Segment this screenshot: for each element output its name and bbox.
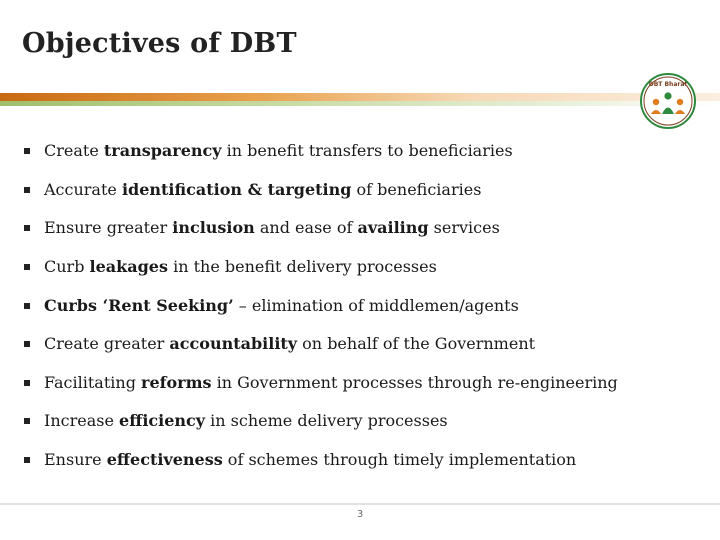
objective-item bbox=[24, 209, 618, 248]
objective-item bbox=[24, 325, 618, 364]
objective-segment: – elimination of middlemen/agents bbox=[233, 295, 519, 315]
square-bullet-icon bbox=[24, 303, 30, 309]
objective-emphasis: leakages bbox=[89, 257, 168, 277]
logo-wordmark: DBT Bharat bbox=[648, 81, 688, 88]
objective-segment: Curb bbox=[44, 257, 90, 277]
objective-text bbox=[44, 257, 437, 277]
dbt-bharat-logo bbox=[639, 72, 697, 130]
square-bullet-icon bbox=[24, 341, 30, 347]
objective-segment: Increase bbox=[44, 411, 120, 431]
objective-item bbox=[24, 441, 618, 480]
objective-segment: on behalf of the Government bbox=[297, 334, 536, 354]
objective-segment: services bbox=[428, 218, 500, 238]
objective-segment: in benefit transfers to beneficiaries bbox=[221, 141, 513, 161]
objective-segment: in Government processes through re-engineering bbox=[211, 372, 618, 392]
objective-segment: of beneficiaries bbox=[351, 179, 482, 199]
objective-text bbox=[44, 180, 481, 200]
square-bullet-icon bbox=[24, 457, 30, 463]
objective-text bbox=[44, 334, 535, 354]
footer-divider bbox=[0, 503, 720, 505]
objective-segment: of schemes through timely implementation bbox=[222, 450, 577, 470]
objective-segment: Ensure greater bbox=[44, 218, 173, 238]
objective-segment: Create bbox=[44, 141, 104, 161]
objective-item bbox=[24, 248, 618, 287]
objective-item bbox=[24, 364, 618, 403]
objective-segment: Facilitating bbox=[44, 372, 142, 392]
objective-segment: Ensure bbox=[44, 450, 107, 470]
objective-item bbox=[24, 402, 618, 441]
square-bullet-icon bbox=[24, 418, 30, 424]
square-bullet-icon bbox=[24, 187, 30, 193]
objective-emphasis: effectiveness bbox=[106, 450, 223, 470]
square-bullet-icon bbox=[24, 225, 30, 231]
objective-item bbox=[24, 286, 618, 325]
objective-segment: and ease of bbox=[254, 218, 358, 238]
objective-emphasis: Curbs ‘Rent Seeking’ bbox=[44, 295, 234, 315]
page-number: 3 bbox=[356, 509, 364, 520]
title-underline-bar bbox=[0, 93, 720, 101]
square-bullet-icon bbox=[24, 148, 30, 154]
objective-emphasis: efficiency bbox=[119, 411, 206, 431]
objective-emphasis: inclusion bbox=[172, 218, 255, 238]
slide-title: Objectives of DBT bbox=[22, 28, 297, 59]
objective-text bbox=[44, 450, 576, 470]
objective-emphasis: identification & targeting bbox=[121, 179, 352, 199]
objective-segment: in the benefit delivery processes bbox=[167, 257, 437, 277]
objective-emphasis: transparency bbox=[103, 141, 222, 161]
objective-text bbox=[44, 141, 513, 161]
objective-item bbox=[24, 171, 618, 210]
objective-emphasis: availing bbox=[357, 218, 429, 238]
objective-emphasis: reforms bbox=[141, 372, 212, 392]
objective-segment: in scheme delivery processes bbox=[205, 411, 448, 431]
objective-text bbox=[44, 218, 500, 238]
objective-text bbox=[44, 411, 448, 431]
square-bullet-icon bbox=[24, 380, 30, 386]
title-underline-green-bar bbox=[0, 101, 720, 106]
objective-item bbox=[24, 132, 618, 171]
objective-segment: Accurate bbox=[44, 179, 122, 199]
objective-text bbox=[44, 373, 618, 393]
objectives-list bbox=[24, 132, 618, 479]
objective-emphasis: accountability bbox=[169, 334, 298, 354]
objective-segment: Create greater bbox=[44, 334, 170, 354]
square-bullet-icon bbox=[24, 264, 30, 270]
objective-text bbox=[44, 296, 519, 316]
